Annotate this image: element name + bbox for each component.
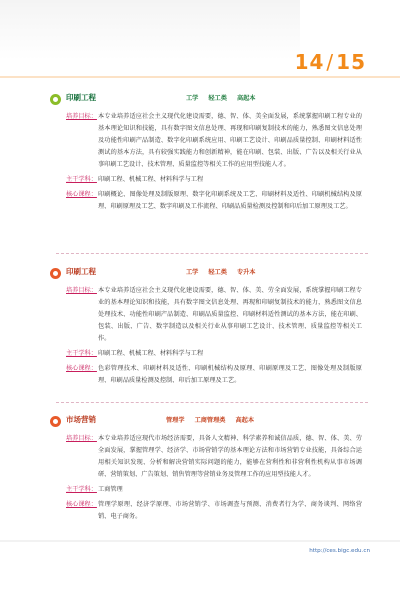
category-class: 工商管理类 xyxy=(194,417,226,424)
row-label: 培养目标： xyxy=(66,287,97,294)
section-divider xyxy=(56,402,368,403)
category-level: 专升本 xyxy=(236,269,256,276)
section-bullet-icon xyxy=(50,94,61,105)
row-main-discipline xyxy=(66,484,362,496)
section-categories xyxy=(186,93,266,102)
section-divider xyxy=(56,253,368,254)
row-text: 本专业培养适应社会主义现代化建设需要，德、智、体、美全面发展，系统掌握印刷工程专业的基本理论知识和技能，具有数字图文信息处理、再现和印刷复制技术的能力，熟悉图文信息处理及功能性印刷产品制造、数字化印刷系统应用、印刷工艺设计、印刷品质量控制、印刷材料适性测试的基本方法，具有较强实践能力和创新精神，能在印刷、包装、出版、广告以及相关行业从事印刷工艺设计、技术管理、质量监控等相关工作的应用型技能人才。 xyxy=(98,113,362,168)
page-separator: / xyxy=(326,50,335,74)
row-label: 主干学科： xyxy=(66,486,97,493)
section-title: 印刷工程 xyxy=(66,93,96,102)
page-header xyxy=(0,0,400,74)
row-text: 色彩管理技术、印刷材料及适性、印刷机械结构及原理、印刷原理及工艺、图像处理及制版原理、印刷品质量检测及控制、印后加工原理及工艺。 xyxy=(98,365,362,384)
row-text: 管理学原理、经济学原理、市场营销学、市场调查与预测、消费者行为学、商务谈判、网络营销、电子商务。 xyxy=(98,501,362,520)
row-text: 印刷工程、机械工程、材料科学与工程 xyxy=(98,176,204,183)
section-title: 市场营销 xyxy=(66,415,96,424)
row-label: 主干学科： xyxy=(66,176,97,183)
section-header xyxy=(66,92,362,108)
program-section-printing-2 xyxy=(66,266,362,387)
row-text: 印刷工程、机械工程、材料科学与工程 xyxy=(98,350,204,357)
row-text: 本专业培养适应现代市场经济需要，具备人文精神、科学素养和诚信品质，德、智、体、美、劳全面发展，掌握管理学、经济学、市场营销学的基本理论方法和市场营销专业技能，具备综合运用相关知识发现、分析和解决营销实际问题的能力，能够在营利性和非营利性机构从事市场调研、营销策划、广告策划、销售管理等营销业务及管理工作的应用型技能人才。 xyxy=(98,435,362,478)
header-decoration xyxy=(0,0,300,60)
row-text: 印刷概论、图像处理及制版原理、数字化印刷系统及工艺、印刷材料及适性、印刷机械结构及原理、印刷原理及工艺、数字印刷及工作流程、印刷品质量检测及控制和印后加工原理及工艺。 xyxy=(98,191,362,210)
category-discipline: 工学 xyxy=(186,95,199,102)
row-main-discipline xyxy=(66,348,362,360)
footer-url-link[interactable]: http://ces.bigc.edu.cn xyxy=(309,548,370,554)
category-level: 高起本 xyxy=(235,417,255,424)
row-text: 工商管理 xyxy=(98,486,123,493)
page-total: 15 xyxy=(336,50,366,74)
row-text: 本专业培养适应社会主义现代化建设需要，德、智、体、美、劳全面发展，系统掌握印刷工程专业的基本理论知识和技能，具有数字图文信息处理、再现和印刷复制技术的能力，熟悉图文信息处理技术、功能性印刷产品制造、印刷品质量监控、印刷材料适性测试的基本方法，能在印刷、包装、出版、广告、数字制造以及相关行业从事印刷工艺设计、技术管理、质量监控等相关工作。 xyxy=(98,287,362,342)
section-header xyxy=(66,414,362,430)
section-categories xyxy=(186,267,266,276)
row-training-goal xyxy=(66,111,362,171)
category-discipline: 工学 xyxy=(186,269,199,276)
category-class: 轻工类 xyxy=(208,95,227,102)
program-section-printing-1 xyxy=(66,92,362,213)
category-class: 轻工类 xyxy=(208,269,227,276)
header-rule xyxy=(0,76,400,78)
row-training-goal xyxy=(66,433,362,481)
section-categories xyxy=(166,415,264,424)
row-label: 培养目标： xyxy=(66,113,97,120)
row-core-courses xyxy=(66,189,362,213)
row-label: 主干学科： xyxy=(66,350,97,357)
section-header xyxy=(66,266,362,282)
row-label: 核心课程： xyxy=(66,191,97,198)
row-core-courses xyxy=(66,363,362,387)
category-level: 高起本 xyxy=(236,95,256,102)
section-bullet-icon xyxy=(50,416,61,427)
page-current: 14 xyxy=(294,50,325,74)
row-core-courses xyxy=(66,499,362,523)
category-discipline: 管理学 xyxy=(166,417,185,424)
section-bullet-icon xyxy=(50,268,61,279)
page-number xyxy=(295,50,366,74)
row-label: 培养目标： xyxy=(66,435,97,442)
program-section-marketing xyxy=(66,414,362,523)
row-training-goal xyxy=(66,285,362,345)
footer-rule xyxy=(0,540,400,542)
row-label: 核心课程： xyxy=(66,501,97,508)
section-title: 印刷工程 xyxy=(66,267,96,276)
row-main-discipline xyxy=(66,174,362,186)
row-label: 核心课程： xyxy=(66,365,97,372)
